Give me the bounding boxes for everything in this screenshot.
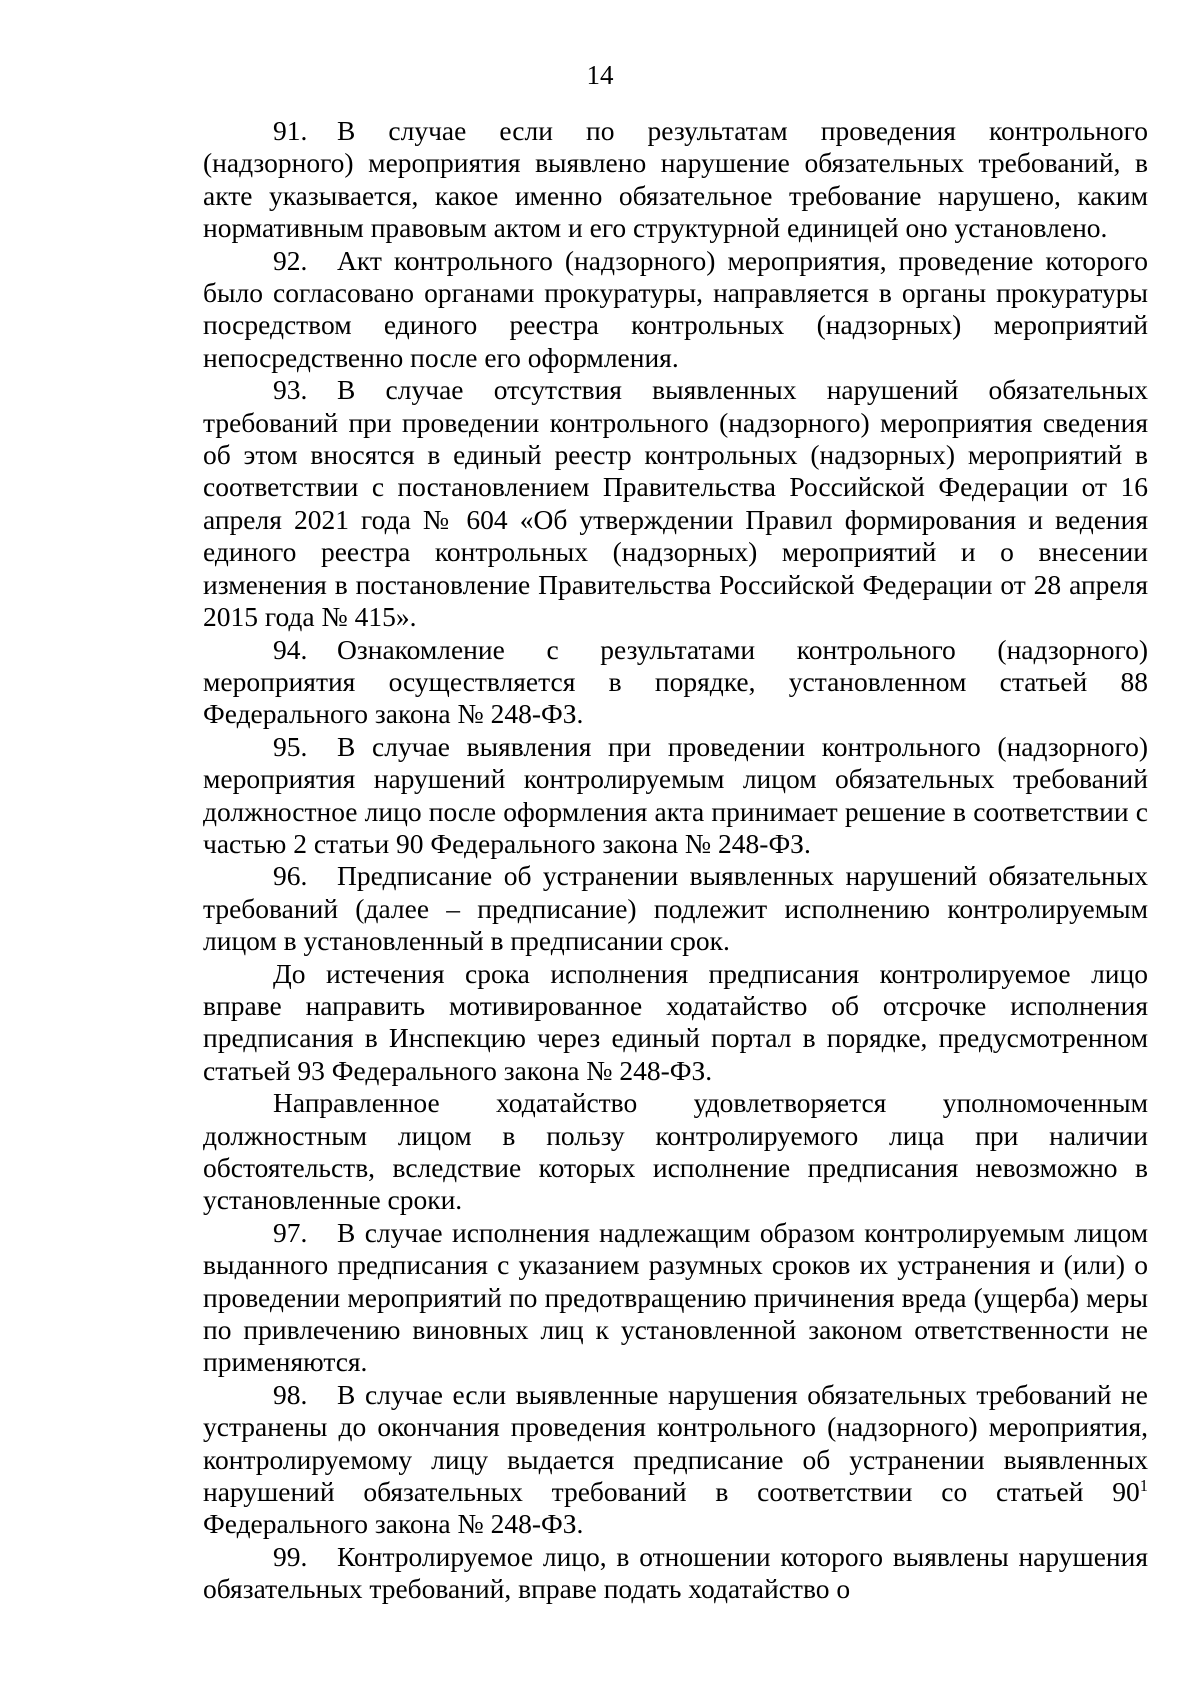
page-number: 14 (586, 60, 614, 90)
paragraph-number: 92. (273, 244, 308, 276)
paragraph-97 (203, 1217, 1148, 1379)
paragraph-number: 94. (273, 633, 308, 665)
paragraph-95 (203, 731, 1148, 861)
paragraph-number: 93. (273, 374, 308, 406)
paragraph-text: В случае выявления при проведении контрольного (надзорного) мероприятия нарушений контролируемым лицом обязательных требований должностное лицо после оформления акта принимает решение в соответствии с частью 2 статьи 90 Федерального закона № 248-ФЗ. (203, 730, 1148, 859)
paragraph-number: 91. (273, 115, 308, 146)
paragraph-number: 98. (273, 1378, 308, 1410)
paragraph-text: Ознакомление с результатами контрольного (надзорного) мероприятия осуществляется в порядке, установленном статьей 88 Федерального закона № 248-ФЗ. (203, 633, 1148, 730)
paragraph-text-after: Федерального закона № 248-ФЗ. (203, 1508, 584, 1540)
paragraph-text: В случае если выявленные нарушения обязательных требований не устранены до окончания проведения контрольного (надзорного) мероприятия, контролируемому лицу выдается предписание об устранении выявленных нарушений обязательных требований в соответствии со статьей 90 (203, 1378, 1148, 1508)
paragraph-text: Направленное ходатайство удовлетворяется уполномоченным должностным лицом в пользу контролируемого лица при наличии обстоятельств, вследствие которых исполнение предписания невозможно в установленные сроки. (203, 1087, 1148, 1216)
paragraph-text: В случае отсутствия выявленных нарушений обязательных требований при проведении контрольного (надзорного) мероприятия сведения об этом вносятся в единый реестр контрольных (надзорных) мероприятий в соответствии с постановлением Правительства Российской Федерации от 16 апреля 2021 года № 604 «Об утверждении Правил формирования и ведения единого реестра контрольных (надзорных) мероприятий и о внесении изменения в постановление Правительства Российской Федерации от 28 апреля 2015 года № 415». (203, 374, 1148, 633)
paragraph-number: 97. (273, 1216, 308, 1248)
paragraph-text: Предписание об устранении выявленных нарушений обязательных требований (далее – предписание) подлежит исполнению контролируемым лицом в установленный в предписании срок. (203, 860, 1148, 957)
paragraph-text: Контролируемое лицо, в отношении которого выявлены нарушения обязательных требований, вправе подать ходатайство о (203, 1540, 1148, 1605)
paragraph-96-deferral (203, 958, 1148, 1088)
paragraph-text: В случае исполнения надлежащим образом контролируемым лицом выданного предписания с указанием разумных сроков их устранения и (или) о проведении мероприятий по предотвращению причинения вреда (ущерба) меры по привлечению виновных лиц к установленной законом ответственности не применяются. (203, 1216, 1148, 1378)
paragraph-text: Акт контрольного (надзорного) мероприятия, проведение которого было согласовано органами прокуратуры, направляется в органы прокуратуры посредством единого реестра контрольных (надзорных) мероприятий непосредственно после его оформления. (203, 244, 1148, 373)
paragraph-98 (203, 1379, 1148, 1541)
article-superscript: 1 (1139, 1475, 1148, 1495)
paragraph-text: До истечения срока исполнения предписания контролируемое лицо вправе направить мотивированное ходатайство об отсрочке исполнения предписания в Инспекцию через единый портал в порядке, предусмотренном статьей 93 Федерального закона № 248-ФЗ. (203, 957, 1148, 1086)
document-body (203, 115, 1148, 1606)
paragraph-96-petition (203, 1087, 1148, 1217)
paragraph-92 (203, 245, 1148, 375)
paragraph-93 (203, 374, 1148, 633)
paragraph-94 (203, 634, 1148, 731)
paragraph-text: В случае если по результатам проведения контрольного (надзорного) мероприятия выявлено нарушение обязательных требований, в акте указывается, какое именно обязательное требование нарушено, каким нормативным правовым актом и его структурной единицей оно установлено. (203, 115, 1148, 244)
paragraph-99 (203, 1541, 1148, 1606)
paragraph-number: 95. (273, 730, 308, 762)
paragraph-91 (203, 115, 1148, 245)
paragraph-number: 99. (273, 1540, 308, 1572)
paragraph-96 (203, 860, 1148, 957)
paragraph-number: 96. (273, 860, 308, 892)
